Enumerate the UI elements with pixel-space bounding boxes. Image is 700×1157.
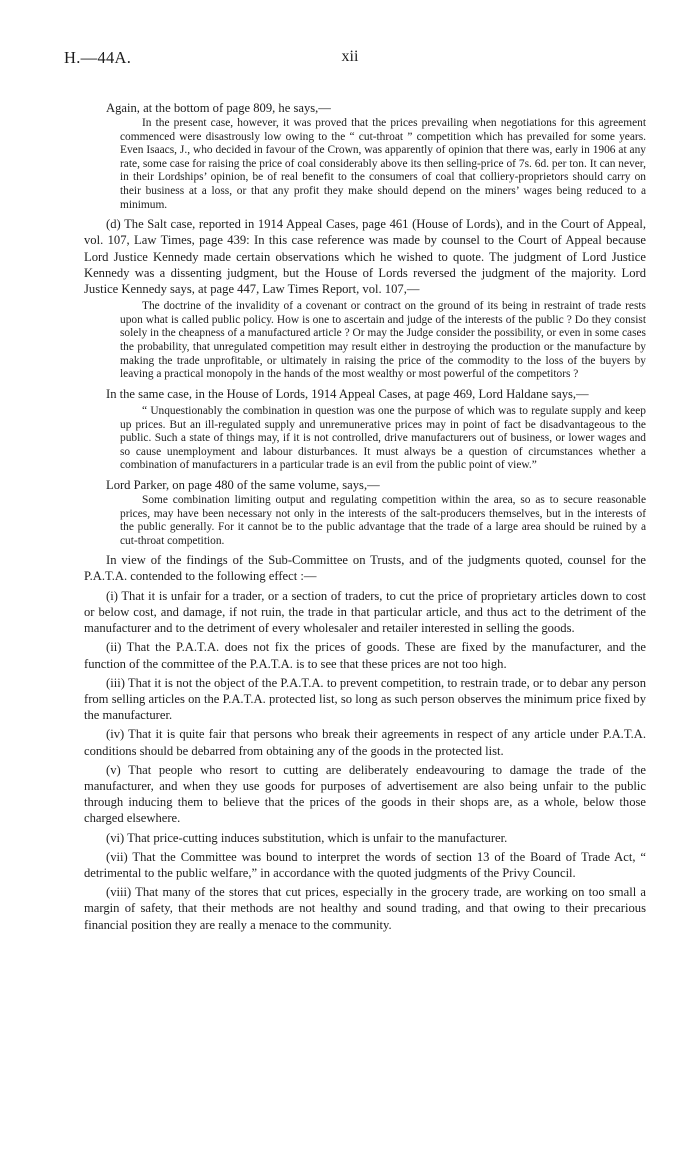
page-header [64,48,636,74]
list-item: (vi) That price-cutting induces substitution, which is unfair to the manufacturer. [106,830,508,845]
paragraph: In view of the findings of the Sub-Committee on Trusts, and of the judgments quoted, counsel for the P.A.T.A. contended to the following effect :— [84,553,646,584]
list-item: (iv) That it is quite fair that persons who break their agreements in respect of any article under P.A.T.A. conditions should be debarred from obtaining any of the goods in the protected list. [84,727,646,758]
paragraph: In the same case, in the House of Lords, 1914 Appeal Cases, at page 469, Lord Haldane says,— [106,386,589,401]
list-item: (viii) That many of the stores that cut prices, especially in the grocery trade, are working on too small a margin of safety, that their methods are not healthy and sound trading, and that owing to their precarious financial position they are really a menace to the community. [84,885,646,932]
quotation: In the present case, however, it was proved that the prices prevailing when negotiations for this agreement commenced were disastrously low owing to the “ cut-throat ” competition which has prevailed for some years. Even Isaacs, J., who decided in favour of the Crown, was apparently of opinion that there was, early in 1906 at any rate, some case for raising the price of coal considerably above its then selling-price of 7s. 6d. per ton. It can never, in their Lordships’ opinion, be of real benefit to the consumers of coal that colliery-proprietors should carry on their business at a loss, or that any profit they make should depend on the miners’ wages being reduced to a minimum. [120,117,646,211]
quotation: “ Unquestionably the combination in question was one the purpose of which was to regulate supply and keep up prices. But an ill-regulated supply and unremunerative prices may in point of fact be disadvantageous to the public. Such a state of things may, if it is not controlled, drive manufacturers out of business, or lower wages and so cause unemployment and labour disturbances. It must always be a question of circumstances whether a combination of manufacturers in a particular trade is an evil from the public point of view.” [120,404,646,472]
quote-intro: Again, at the bottom of page 809, he says,— [106,101,331,115]
quote-intro: Lord Parker, on page 480 of the same volume, says,— [106,477,380,492]
list-item: (vii) That the Committee was bound to interpret the words of section 13 of the Board of Trade Act, “ detrimental to the public welfare,” in accordance with the quoted judgments of the Privy Council. [84,849,646,880]
paragraph: (d) The Salt case, reported in 1914 Appeal Cases, page 461 (House of Lords), and in the Court of Appeal, vol. 107, Law Times, page 439: In this case reference was made by counsel to the Court of Appeal because Lord Justice Kennedy made certain observations which he wished to quote. The judgment of Lord Justice Kennedy was a dissenting judgment, but the House of Lords reversed the judgment of the majority. Lord Justice Kennedy says, at page 447, Law Times Report, vol. 107,— [84,217,646,296]
quotation: The doctrine of the invalidity of a covenant or contract on the ground of its being in restraint of trade rests upon what is called public policy. How is one to ascertain and judge of the interests of the public ? Do they consist solely in the cheapness of a manufactured article ? Or may the Judge consider the possibility, or even in some cases the probability, that unregulated competition may result either in destroying the production or the manufacture by making the trade unprofitable, or ultimately in raising the price of the commodity to the loss of the buyers by leaving a practical monopoly in the hands of the most wealthy or most powerful of the competitors ? [120,300,646,381]
list-item: (v) That people who resort to cutting are deliberately endeavouring to damage the trade of the manufacturer, and when they use goods for purposes of advertisement are also being unfair to the public through inducing them to believe that the prices of the goods in their shops are, as a whole, below those charged elsewhere. [84,762,646,826]
list-item: (ii) That the P.A.T.A. does not fix the prices of goods. These are fixed by the manufacturer, and the function of the committee of the P.A.T.A. is to see that these prices are not too high. [84,640,646,671]
list-item: (i) That it is unfair for a trader, or a section of traders, to cut the price of proprietary articles down to cost or below cost, and damage, if not ruin, the trade in that particular article, and thus act to the detriment of the manufacturer and to the detriment of every wholesaler and retailer interested in selling the goods. [84,588,646,636]
document-reference: H.—44A. [64,48,132,67]
page-number: xii [341,48,359,65]
quotation: Some combination limiting output and regulating competition within the area, so as to secure reasonable prices, may have been necessary not only in the interests of the salt-producers themselves, but in the interests of the public generally. For it cannot be to the public advantage that the trade of a large area should be ruined by a cut-throat competition. [120,493,646,547]
list-item: (iii) That it is not the object of the P.A.T.A. to prevent competition, to restrain trade, or to debar any person from selling articles on the P.A.T.A. protected list, so long as such person observes the minimum price fixed by the manufacturer. [84,675,646,723]
document-body [84,100,646,936]
